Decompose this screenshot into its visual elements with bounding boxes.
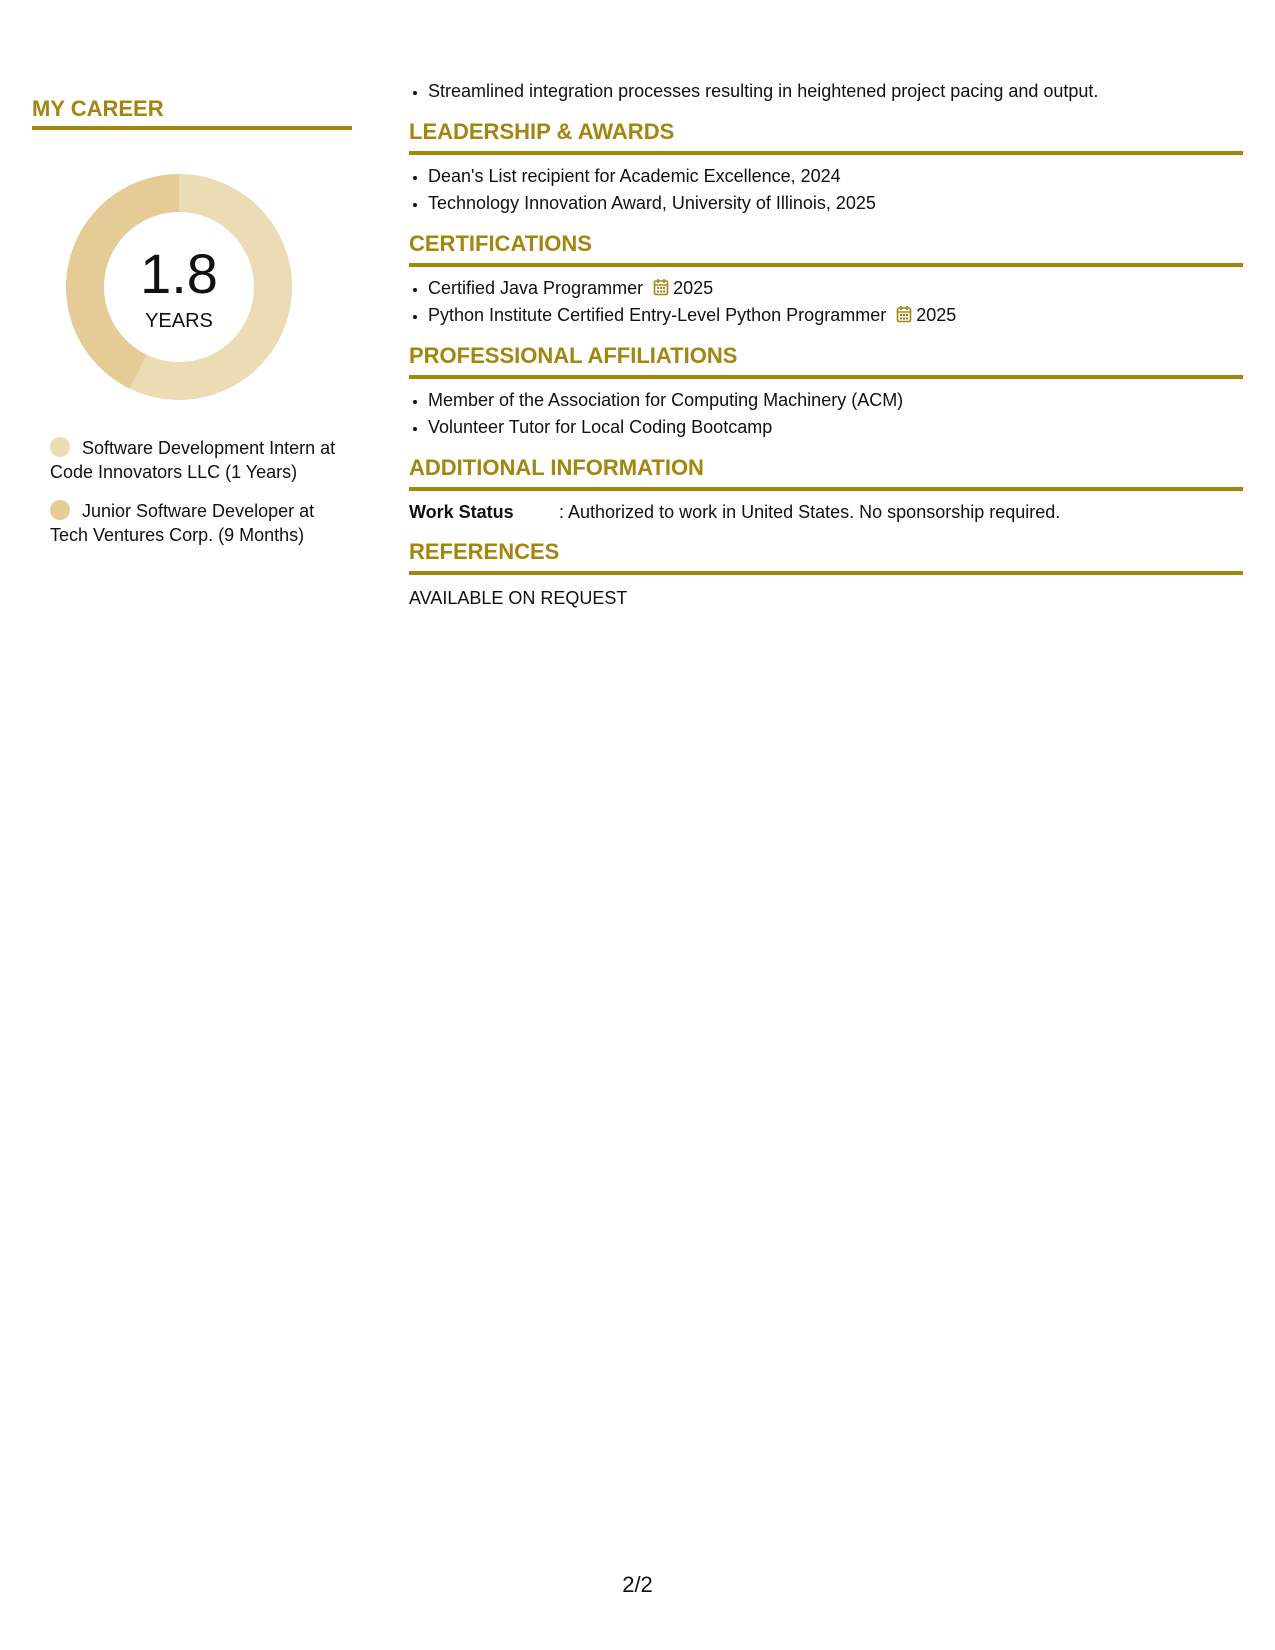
work-status-value: : Authorized to work in United States. No sponsorship required. [559, 502, 1061, 522]
career-donut-chart [66, 174, 292, 400]
certification-name: Python Institute Certified Entry-Level Python Programmer [428, 305, 887, 325]
work-status-row [409, 499, 1243, 525]
affiliations-section [409, 343, 1243, 441]
total-years-unit: YEARS [145, 310, 213, 332]
page-number: 2/2 [622, 1572, 653, 1597]
donut-center [66, 174, 292, 400]
list-item: • Dean's List recipient for Academic Excellence, 2024 [428, 163, 1243, 190]
legend-dot [50, 500, 70, 520]
section-heading-leadership: LEADERSHIP & AWARDS [409, 119, 1243, 155]
career-heading: MY CAREER [32, 96, 352, 130]
list-item [428, 302, 1243, 329]
section-heading-additional: ADDITIONAL INFORMATION [409, 455, 1243, 491]
list-item: • Member of the Association for Computing Machinery (ACM) [428, 387, 1243, 414]
experience-continued-list [409, 78, 1243, 105]
list-item [428, 275, 1243, 302]
calendar-icon [896, 305, 912, 323]
section-heading-certifications: CERTIFICATIONS [409, 231, 1243, 267]
affiliations-list [409, 387, 1243, 441]
additional-section [409, 455, 1243, 525]
legend-item [50, 436, 350, 484]
total-years-value: 1.8 [140, 242, 218, 305]
leadership-section [409, 119, 1243, 217]
leadership-list [409, 163, 1243, 217]
section-heading-affiliations: PROFESSIONAL AFFILIATIONS [409, 343, 1243, 379]
list-item: • Technology Innovation Award, University of Illinois, 2025 [428, 190, 1243, 217]
certification-name: Certified Java Programmer [428, 278, 644, 298]
calendar-icon [653, 278, 669, 296]
work-status-label: Work Status [409, 502, 514, 522]
section-heading-references: REFERENCES [409, 539, 1243, 575]
certification-year: 2025 [673, 278, 714, 298]
references-text: AVAILABLE ON REQUEST [409, 588, 628, 608]
certification-year: 2025 [916, 305, 957, 325]
career-legend [50, 436, 350, 547]
certifications-section [409, 231, 1243, 329]
certifications-list [409, 275, 1243, 329]
legend-item [50, 499, 350, 547]
list-item: • Streamlined integration processes resulting in heightened project pacing and output. [428, 78, 1243, 105]
main-content [409, 78, 1243, 611]
list-item: • Volunteer Tutor for Local Coding Bootcamp [428, 414, 1243, 441]
legend-label: Software Development Intern at Code Innovators LLC (1 Years) [50, 438, 336, 482]
legend-dot [50, 437, 70, 457]
legend-label: Junior Software Developer at Tech Ventures Corp. (9 Months) [50, 501, 315, 545]
sidebar-career [32, 96, 352, 562]
references-section [409, 539, 1243, 611]
